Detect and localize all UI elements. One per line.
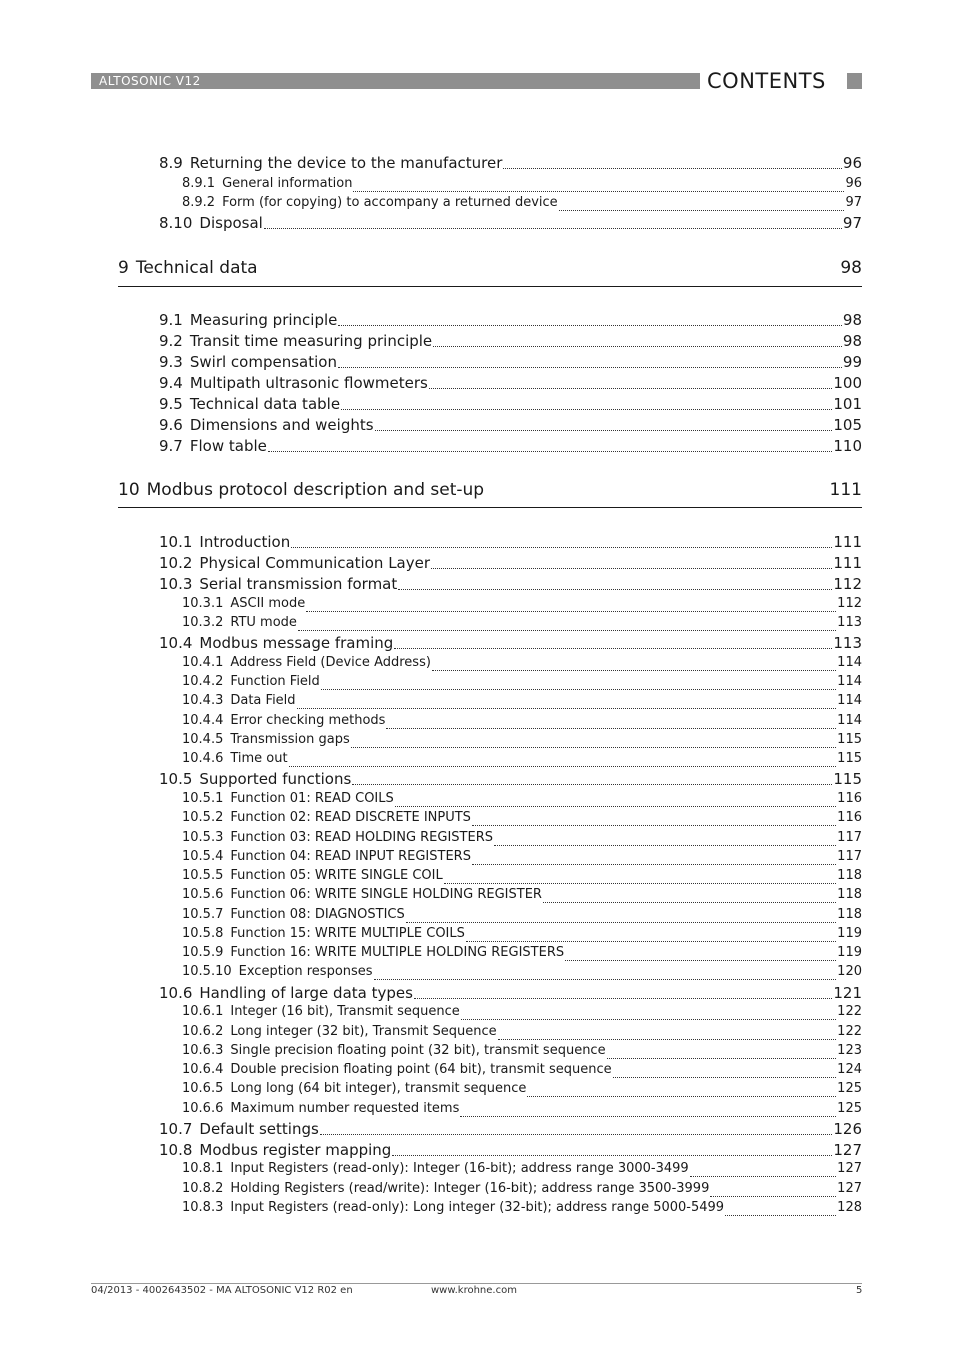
entry-title: Function 06: WRITE SINGLE HOLDING REGISTER (230, 887, 542, 902)
toc-section-entry[interactable] (159, 533, 862, 552)
entry-title: Address Field (Device Address) (230, 655, 431, 670)
entry-title: Holding Registers (read/write): Integer (16-bit); address range 3500-3999 (230, 1181, 710, 1196)
chapter-rule (118, 507, 862, 508)
entry-number: 10.4.1 (182, 655, 224, 670)
dot-leader (338, 366, 842, 368)
entry-title: Time out (230, 751, 288, 766)
dot-leader (565, 959, 836, 961)
entry-number: 10.5.5 (182, 868, 224, 883)
entry-page-number: 101 (833, 395, 862, 413)
entry-title: Function 01: READ COILS (230, 791, 394, 806)
toc-section-entry[interactable] (159, 770, 862, 789)
entry-title: Multipath ultrasonic flowmeters (189, 374, 428, 392)
dot-leader (291, 546, 832, 548)
entry-number: 10.4 (159, 634, 193, 652)
dot-leader (268, 450, 833, 452)
entry-page-number: 122 (837, 1024, 862, 1039)
dot-leader (461, 1018, 836, 1020)
dot-leader (527, 1095, 836, 1097)
toc-subsection-entry[interactable] (182, 751, 862, 770)
entry-page-number: 118 (837, 887, 862, 902)
chapter-rule (118, 286, 862, 287)
toc-section-entry[interactable] (159, 416, 862, 435)
dot-leader (460, 1115, 836, 1117)
entry-title: Maximum number requested items (230, 1101, 460, 1116)
chapter-title: Modbus protocol description and set-up (146, 480, 485, 500)
dot-leader (414, 997, 832, 999)
entry-title: Function 08: DIAGNOSTICS (230, 907, 405, 922)
toc-subsection-entry[interactable] (182, 791, 862, 810)
entry-number: 10.6.2 (182, 1024, 224, 1039)
entry-number: 10.5.2 (182, 810, 224, 825)
entry-number: 10.4.4 (182, 713, 224, 728)
toc-subsection-entry[interactable] (182, 1062, 862, 1081)
entry-page-number: 114 (837, 655, 862, 670)
entry-page-number: 116 (837, 791, 862, 806)
entry-title: Flow table (189, 437, 267, 455)
dot-leader (338, 324, 842, 326)
dot-leader (297, 707, 837, 709)
entry-page-number: 111 (833, 554, 862, 572)
dot-leader (543, 901, 836, 903)
entry-page-number: 125 (837, 1081, 862, 1096)
entry-page-number: 123 (837, 1043, 862, 1058)
entry-title: Measuring principle (189, 311, 338, 329)
entry-title: Form (for copying) to accompany a returned device (222, 195, 558, 210)
footer-page-number: 5 (856, 1285, 863, 1296)
entry-number: 10.6.1 (182, 1004, 224, 1019)
entry-number: 10.5.3 (182, 830, 224, 845)
toc-subsection-entry[interactable] (182, 732, 862, 751)
entry-page-number: 116 (837, 810, 862, 825)
dot-leader (306, 610, 836, 612)
entry-number: 10.5.10 (182, 964, 232, 979)
header-square-marker (847, 73, 862, 89)
entry-page-number: 117 (837, 830, 862, 845)
entry-page-number: 125 (837, 1101, 862, 1116)
entry-title: General information (222, 176, 353, 191)
entry-page-number: 115 (837, 751, 862, 766)
entry-page-number: 119 (837, 945, 862, 960)
entry-number: 10.5.9 (182, 945, 224, 960)
dot-leader (395, 805, 836, 807)
entry-title: Dimensions and weights (189, 416, 374, 434)
entry-title: Single precision floating point (32 bit), transmit sequence (230, 1043, 606, 1058)
dot-leader (298, 629, 836, 631)
entry-number: 10.5.8 (182, 926, 224, 941)
entry-number: 10.5.7 (182, 907, 224, 922)
entry-number: 9.1 (159, 311, 183, 329)
entry-title: Returning the device to the manufacturer (189, 154, 503, 172)
chapter-heading[interactable] (118, 258, 862, 280)
dot-leader (472, 863, 836, 865)
entry-number: 10.5.1 (182, 791, 224, 806)
entry-title: ASCII mode (230, 596, 306, 611)
entry-page-number: 128 (837, 1200, 862, 1215)
entry-title: Integer (16 bit), Transmit sequence (230, 1004, 460, 1019)
dot-leader (374, 978, 837, 980)
entry-number: 10.6.4 (182, 1062, 224, 1077)
dot-leader (392, 1154, 832, 1156)
entry-title: Physical Communication Layer (199, 554, 431, 572)
entry-number: 10.5 (159, 770, 193, 788)
dot-leader (321, 688, 836, 690)
dot-leader (375, 429, 833, 431)
toc-section-entry[interactable] (159, 1120, 862, 1139)
entry-page-number: 100 (833, 374, 862, 392)
entry-number: 8.9.2 (182, 195, 216, 210)
toc-subsection-entry[interactable] (182, 713, 862, 732)
entry-page-number: 97 (842, 214, 862, 232)
dot-leader (264, 227, 842, 229)
dot-leader (431, 567, 832, 569)
entry-title: Transit time measuring principle (189, 332, 433, 350)
entry-title: Function 02: READ DISCRETE INPUTS (230, 810, 471, 825)
dot-leader (351, 746, 836, 748)
toc-subsection-entry[interactable] (182, 176, 862, 195)
toc-subsection-entry[interactable] (182, 926, 862, 945)
entry-title: Disposal (199, 214, 263, 232)
entry-page-number: 124 (837, 1062, 862, 1077)
dot-leader (494, 844, 836, 846)
entry-number: 9.7 (159, 437, 183, 455)
entry-title: Function 03: READ HOLDING REGISTERS (230, 830, 493, 845)
dot-leader (444, 882, 836, 884)
entry-number: 10.5.4 (182, 849, 224, 864)
entry-number: 10.6.5 (182, 1081, 224, 1096)
toc-subsection-entry[interactable] (182, 655, 862, 674)
entry-title: Double precision floating point (64 bit), transmit sequence (230, 1062, 612, 1077)
dot-leader (498, 1038, 837, 1040)
toc-section-entry[interactable] (159, 984, 862, 1003)
toc-subsection-entry[interactable] (182, 1161, 862, 1180)
entry-page-number: 96 (842, 154, 862, 172)
chapter-heading[interactable] (118, 480, 862, 502)
toc-section-entry[interactable] (159, 395, 862, 414)
entry-number: 10.4.3 (182, 693, 224, 708)
toc-subsection-entry[interactable] (182, 887, 862, 906)
entry-number: 8.9 (159, 154, 183, 172)
chapter-number: 10 (118, 480, 140, 500)
dot-leader (725, 1214, 836, 1216)
entry-number: 9.4 (159, 374, 183, 392)
entry-title: Function 05: WRITE SINGLE COIL (230, 868, 443, 883)
dot-leader (710, 1195, 836, 1197)
chapter-page-number: 111 (829, 480, 862, 500)
entry-title: Function Field (230, 674, 320, 689)
dot-leader (432, 669, 836, 671)
toc-subsection-entry[interactable] (182, 615, 862, 634)
dot-leader (607, 1057, 837, 1059)
entry-title: Modbus message framing (199, 634, 394, 652)
toc-subsection-entry[interactable] (182, 1004, 862, 1023)
entry-page-number: 119 (837, 926, 862, 941)
dot-leader (352, 783, 832, 785)
toc-section-entry[interactable] (159, 332, 862, 351)
entry-number: 9.3 (159, 353, 183, 371)
entry-title: Data Field (230, 693, 296, 708)
entry-page-number: 115 (837, 732, 862, 747)
toc-section-entry[interactable] (159, 437, 862, 456)
dot-leader (559, 209, 845, 211)
toc-subsection-entry[interactable] (182, 945, 862, 964)
toc-section-entry[interactable] (159, 214, 862, 233)
entry-page-number: 120 (837, 964, 862, 979)
entry-number: 8.10 (159, 214, 193, 232)
entry-number: 10.8 (159, 1141, 193, 1159)
toc-section-entry[interactable] (159, 311, 862, 330)
entry-page-number: 112 (837, 596, 862, 611)
header-document-name: ALTOSONIC V12 (99, 74, 201, 88)
toc-section-entry[interactable] (159, 353, 862, 372)
entry-title: Long long (64 bit integer), transmit sequence (230, 1081, 527, 1096)
entry-number: 10.1 (159, 533, 193, 551)
dot-leader (320, 1133, 833, 1135)
dot-leader (394, 647, 832, 649)
footer-website: www.krohne.com (431, 1285, 517, 1296)
entry-number: 10.4.5 (182, 732, 224, 747)
dot-leader (503, 167, 842, 169)
entry-title: Technical data table (189, 395, 341, 413)
entry-page-number: 122 (837, 1004, 862, 1019)
entry-number: 10.6.6 (182, 1101, 224, 1116)
toc-subsection-entry[interactable] (182, 1024, 862, 1043)
entry-title: Input Registers (read-only): Integer (16-bit); address range 3000-3499 (230, 1161, 689, 1176)
entry-number: 8.9.1 (182, 176, 216, 191)
chapter-title: Technical data (135, 258, 258, 278)
dot-leader (353, 190, 844, 192)
entry-page-number: 110 (833, 437, 862, 455)
toc-subsection-entry[interactable] (182, 907, 862, 926)
entry-title: Error checking methods (230, 713, 386, 728)
entry-page-number: 127 (833, 1141, 862, 1159)
entry-page-number: 99 (842, 353, 862, 371)
toc-subsection-entry[interactable] (182, 1101, 862, 1120)
dot-leader (690, 1175, 836, 1177)
toc-section-entry[interactable] (159, 1141, 862, 1160)
dot-leader (406, 921, 836, 923)
toc-subsection-entry[interactable] (182, 849, 862, 868)
dot-leader (466, 940, 836, 942)
dot-leader (341, 408, 832, 410)
dot-leader (386, 727, 836, 729)
entry-title: Swirl compensation (189, 353, 337, 371)
header-section-title: CONTENTS (707, 69, 826, 93)
entry-number: 10.2 (159, 554, 193, 572)
entry-title: Long integer (32 bit), Transmit Sequence (230, 1024, 497, 1039)
entry-number: 10.8.3 (182, 1200, 224, 1215)
entry-page-number: 111 (833, 533, 862, 551)
toc-subsection-entry[interactable] (182, 674, 862, 693)
entry-title: RTU mode (230, 615, 297, 630)
entry-number: 9.6 (159, 416, 183, 434)
chapter-page-number: 98 (840, 258, 862, 278)
entry-page-number: 127 (837, 1181, 862, 1196)
toc-subsection-entry[interactable] (182, 693, 862, 712)
entry-title: Supported functions (199, 770, 352, 788)
toc-section-entry[interactable] (159, 374, 862, 393)
entry-number: 10.5.6 (182, 887, 224, 902)
toc-subsection-entry[interactable] (182, 1181, 862, 1200)
entry-title: Introduction (199, 533, 291, 551)
entry-title: Input Registers (read-only): Long integer (32-bit); address range 5000-5499 (230, 1200, 725, 1215)
entry-title: Modbus register mapping (199, 1141, 392, 1159)
entry-number: 10.7 (159, 1120, 193, 1138)
toc-subsection-entry[interactable] (182, 1081, 862, 1100)
entry-number: 10.4.2 (182, 674, 224, 689)
toc-subsection-entry[interactable] (182, 810, 862, 829)
entry-page-number: 127 (837, 1161, 862, 1176)
entry-page-number: 112 (833, 575, 862, 593)
entry-page-number: 96 (845, 176, 862, 191)
entry-page-number: 114 (837, 693, 862, 708)
entry-page-number: 98 (842, 311, 862, 329)
entry-title: Function 04: READ INPUT REGISTERS (230, 849, 471, 864)
entry-title: Function 16: WRITE MULTIPLE HOLDING REGISTERS (230, 945, 565, 960)
entry-page-number: 98 (842, 332, 862, 350)
entry-page-number: 115 (833, 770, 862, 788)
dot-leader (433, 345, 842, 347)
entry-number: 10.3 (159, 575, 193, 593)
entry-page-number: 121 (833, 984, 862, 1002)
toc-subsection-entry[interactable] (182, 596, 862, 615)
entry-page-number: 114 (837, 713, 862, 728)
toc-subsection-entry[interactable] (182, 830, 862, 849)
footer-document-reference: 04/2013 - 4002643502 - MA ALTOSONIC V12 R02 en (91, 1285, 353, 1296)
dot-leader (613, 1076, 836, 1078)
toc-section-entry[interactable] (159, 634, 862, 653)
entry-title: Serial transmission format (199, 575, 398, 593)
toc-subsection-entry[interactable] (182, 1200, 862, 1219)
footer-rule (91, 1283, 862, 1284)
dot-leader (398, 588, 832, 590)
entry-page-number: 113 (837, 615, 862, 630)
entry-number: 9.2 (159, 332, 183, 350)
entry-title: Function 15: WRITE MULTIPLE COILS (230, 926, 465, 941)
entry-number: 10.4.6 (182, 751, 224, 766)
entry-title: Default settings (199, 1120, 319, 1138)
toc-subsection-entry[interactable] (182, 964, 862, 983)
toc-section-entry[interactable] (159, 554, 862, 573)
dot-leader (472, 824, 836, 826)
entry-number: 10.6.3 (182, 1043, 224, 1058)
toc-subsection-entry[interactable] (182, 1043, 862, 1062)
entry-page-number: 118 (837, 907, 862, 922)
entry-page-number: 97 (845, 195, 862, 210)
entry-page-number: 114 (837, 674, 862, 689)
entry-number: 10.3.2 (182, 615, 224, 630)
toc-section-entry[interactable] (159, 575, 862, 594)
entry-page-number: 105 (833, 416, 862, 434)
entry-number: 10.3.1 (182, 596, 224, 611)
entry-title: Exception responses (238, 964, 373, 979)
entry-page-number: 113 (833, 634, 862, 652)
entry-title: Transmission gaps (230, 732, 350, 747)
dot-leader (289, 765, 837, 767)
entry-page-number: 118 (837, 868, 862, 883)
toc-section-entry[interactable] (159, 154, 862, 173)
entry-number: 10.8.2 (182, 1181, 224, 1196)
entry-page-number: 117 (837, 849, 862, 864)
chapter-number: 9 (118, 258, 129, 278)
entry-number: 10.8.1 (182, 1161, 224, 1176)
entry-page-number: 126 (833, 1120, 862, 1138)
entry-number: 9.5 (159, 395, 183, 413)
toc-subsection-entry[interactable] (182, 195, 862, 214)
toc-subsection-entry[interactable] (182, 868, 862, 887)
entry-title: Handling of large data types (199, 984, 413, 1002)
entry-number: 10.6 (159, 984, 193, 1002)
dot-leader (429, 387, 833, 389)
